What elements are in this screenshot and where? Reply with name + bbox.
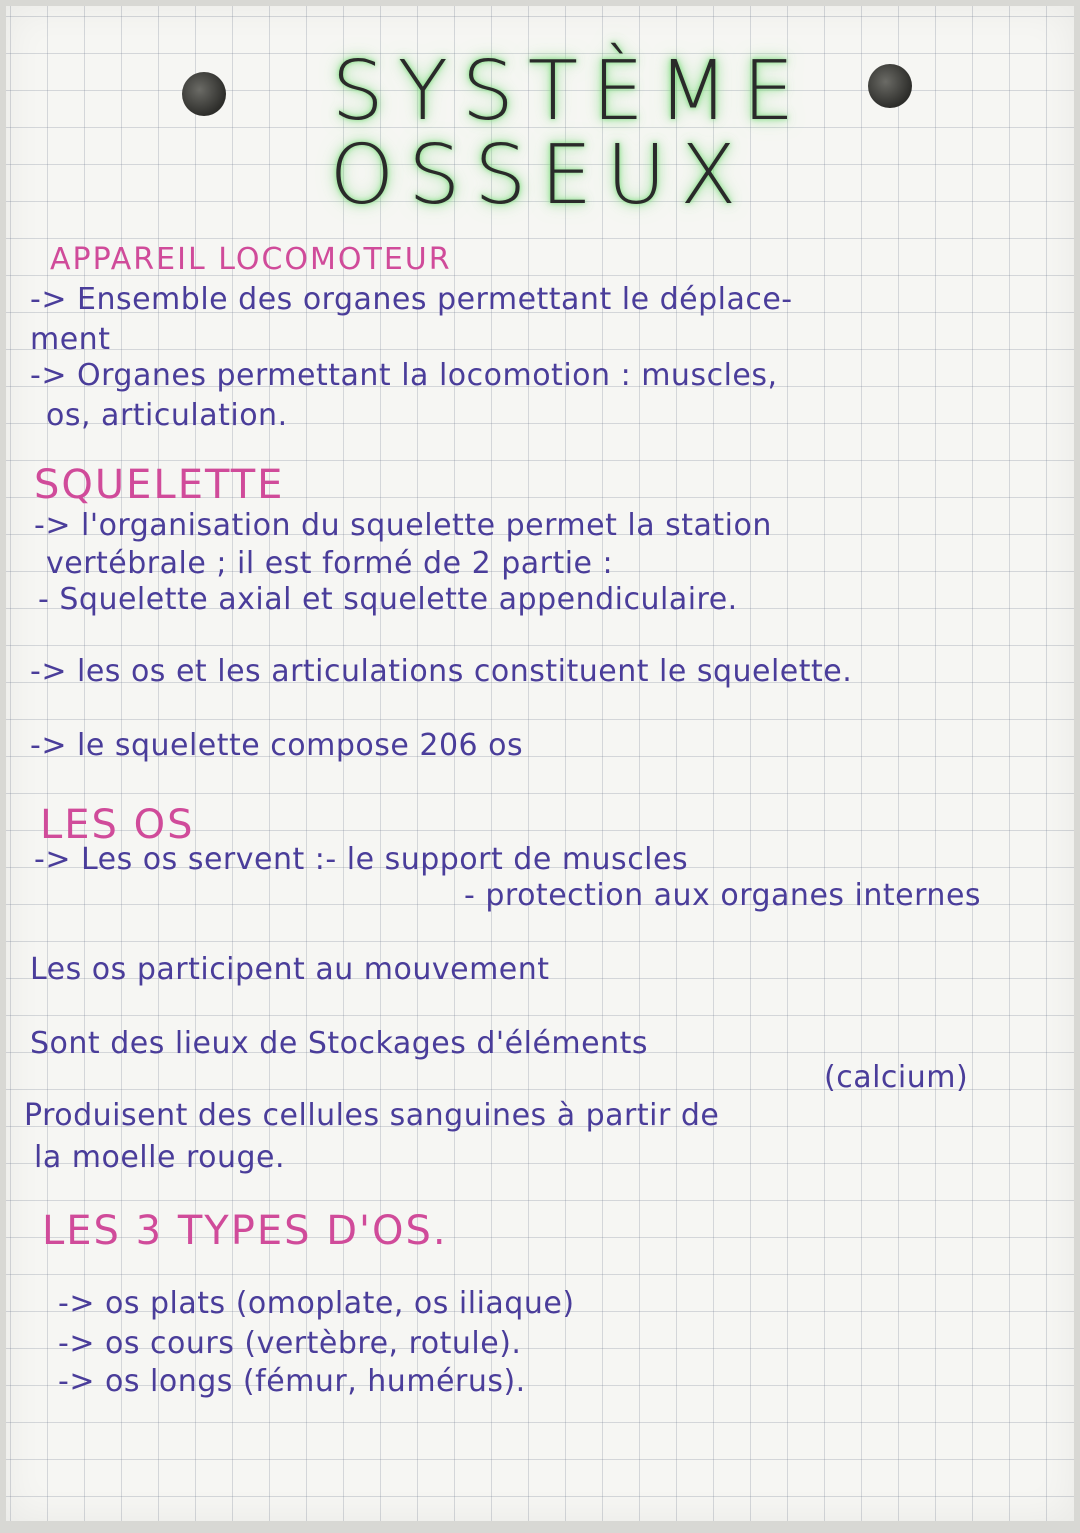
les-os-line-7: la moelle rouge.	[34, 1140, 286, 1175]
squelette-line-3: - Squelette axial et squelette appendiculaire.	[38, 582, 738, 617]
appareil-line-4: os, articulation.	[46, 398, 288, 433]
page-title-line1: SYSTÈME	[331, 44, 809, 139]
page-title-line2: OSSEUX	[329, 128, 751, 223]
squelette-line-5: -> le squelette compose 206 os	[30, 728, 524, 763]
appareil-line-1: -> Ensemble des organes permettant le déplace-	[30, 282, 793, 317]
heading-squelette: SQUELETTE	[34, 462, 285, 508]
les-os-line-2: - protection aux organes internes	[464, 878, 982, 913]
heading-les-os: LES OS	[40, 802, 195, 848]
heading-types: LES 3 TYPES D'OS.	[42, 1208, 448, 1254]
les-os-line-5: (calcium)	[824, 1060, 969, 1095]
appareil-line-3: -> Organes permettant la locomotion : muscles,	[30, 358, 778, 393]
squelette-line-2: vertébrale ; il est formé de 2 partie :	[46, 546, 614, 581]
types-line-1: -> os plats (omoplate, os iliaque)	[58, 1286, 575, 1321]
appareil-line-2: ment	[30, 322, 111, 357]
squelette-line-1: -> l'organisation du squelette permet la station	[34, 508, 772, 543]
heading-appareil: APPAREIL LOCOMOTEUR	[50, 242, 452, 277]
types-line-3: -> os longs (fémur, humérus).	[58, 1364, 526, 1399]
squelette-line-4: -> les os et les articulations constituent le squelette.	[30, 654, 853, 689]
les-os-line-1: -> Les os servent :- le support de muscles	[34, 842, 689, 877]
types-line-2: -> os cours (vertèbre, rotule).	[58, 1326, 522, 1361]
les-os-line-4: Sont des lieux de Stockages d'éléments	[30, 1026, 649, 1061]
notebook-page	[6, 6, 1074, 1521]
les-os-line-3: Les os participent au mouvement	[30, 952, 550, 987]
les-os-line-6: Produisent des cellules sanguines à partir de	[24, 1098, 720, 1133]
